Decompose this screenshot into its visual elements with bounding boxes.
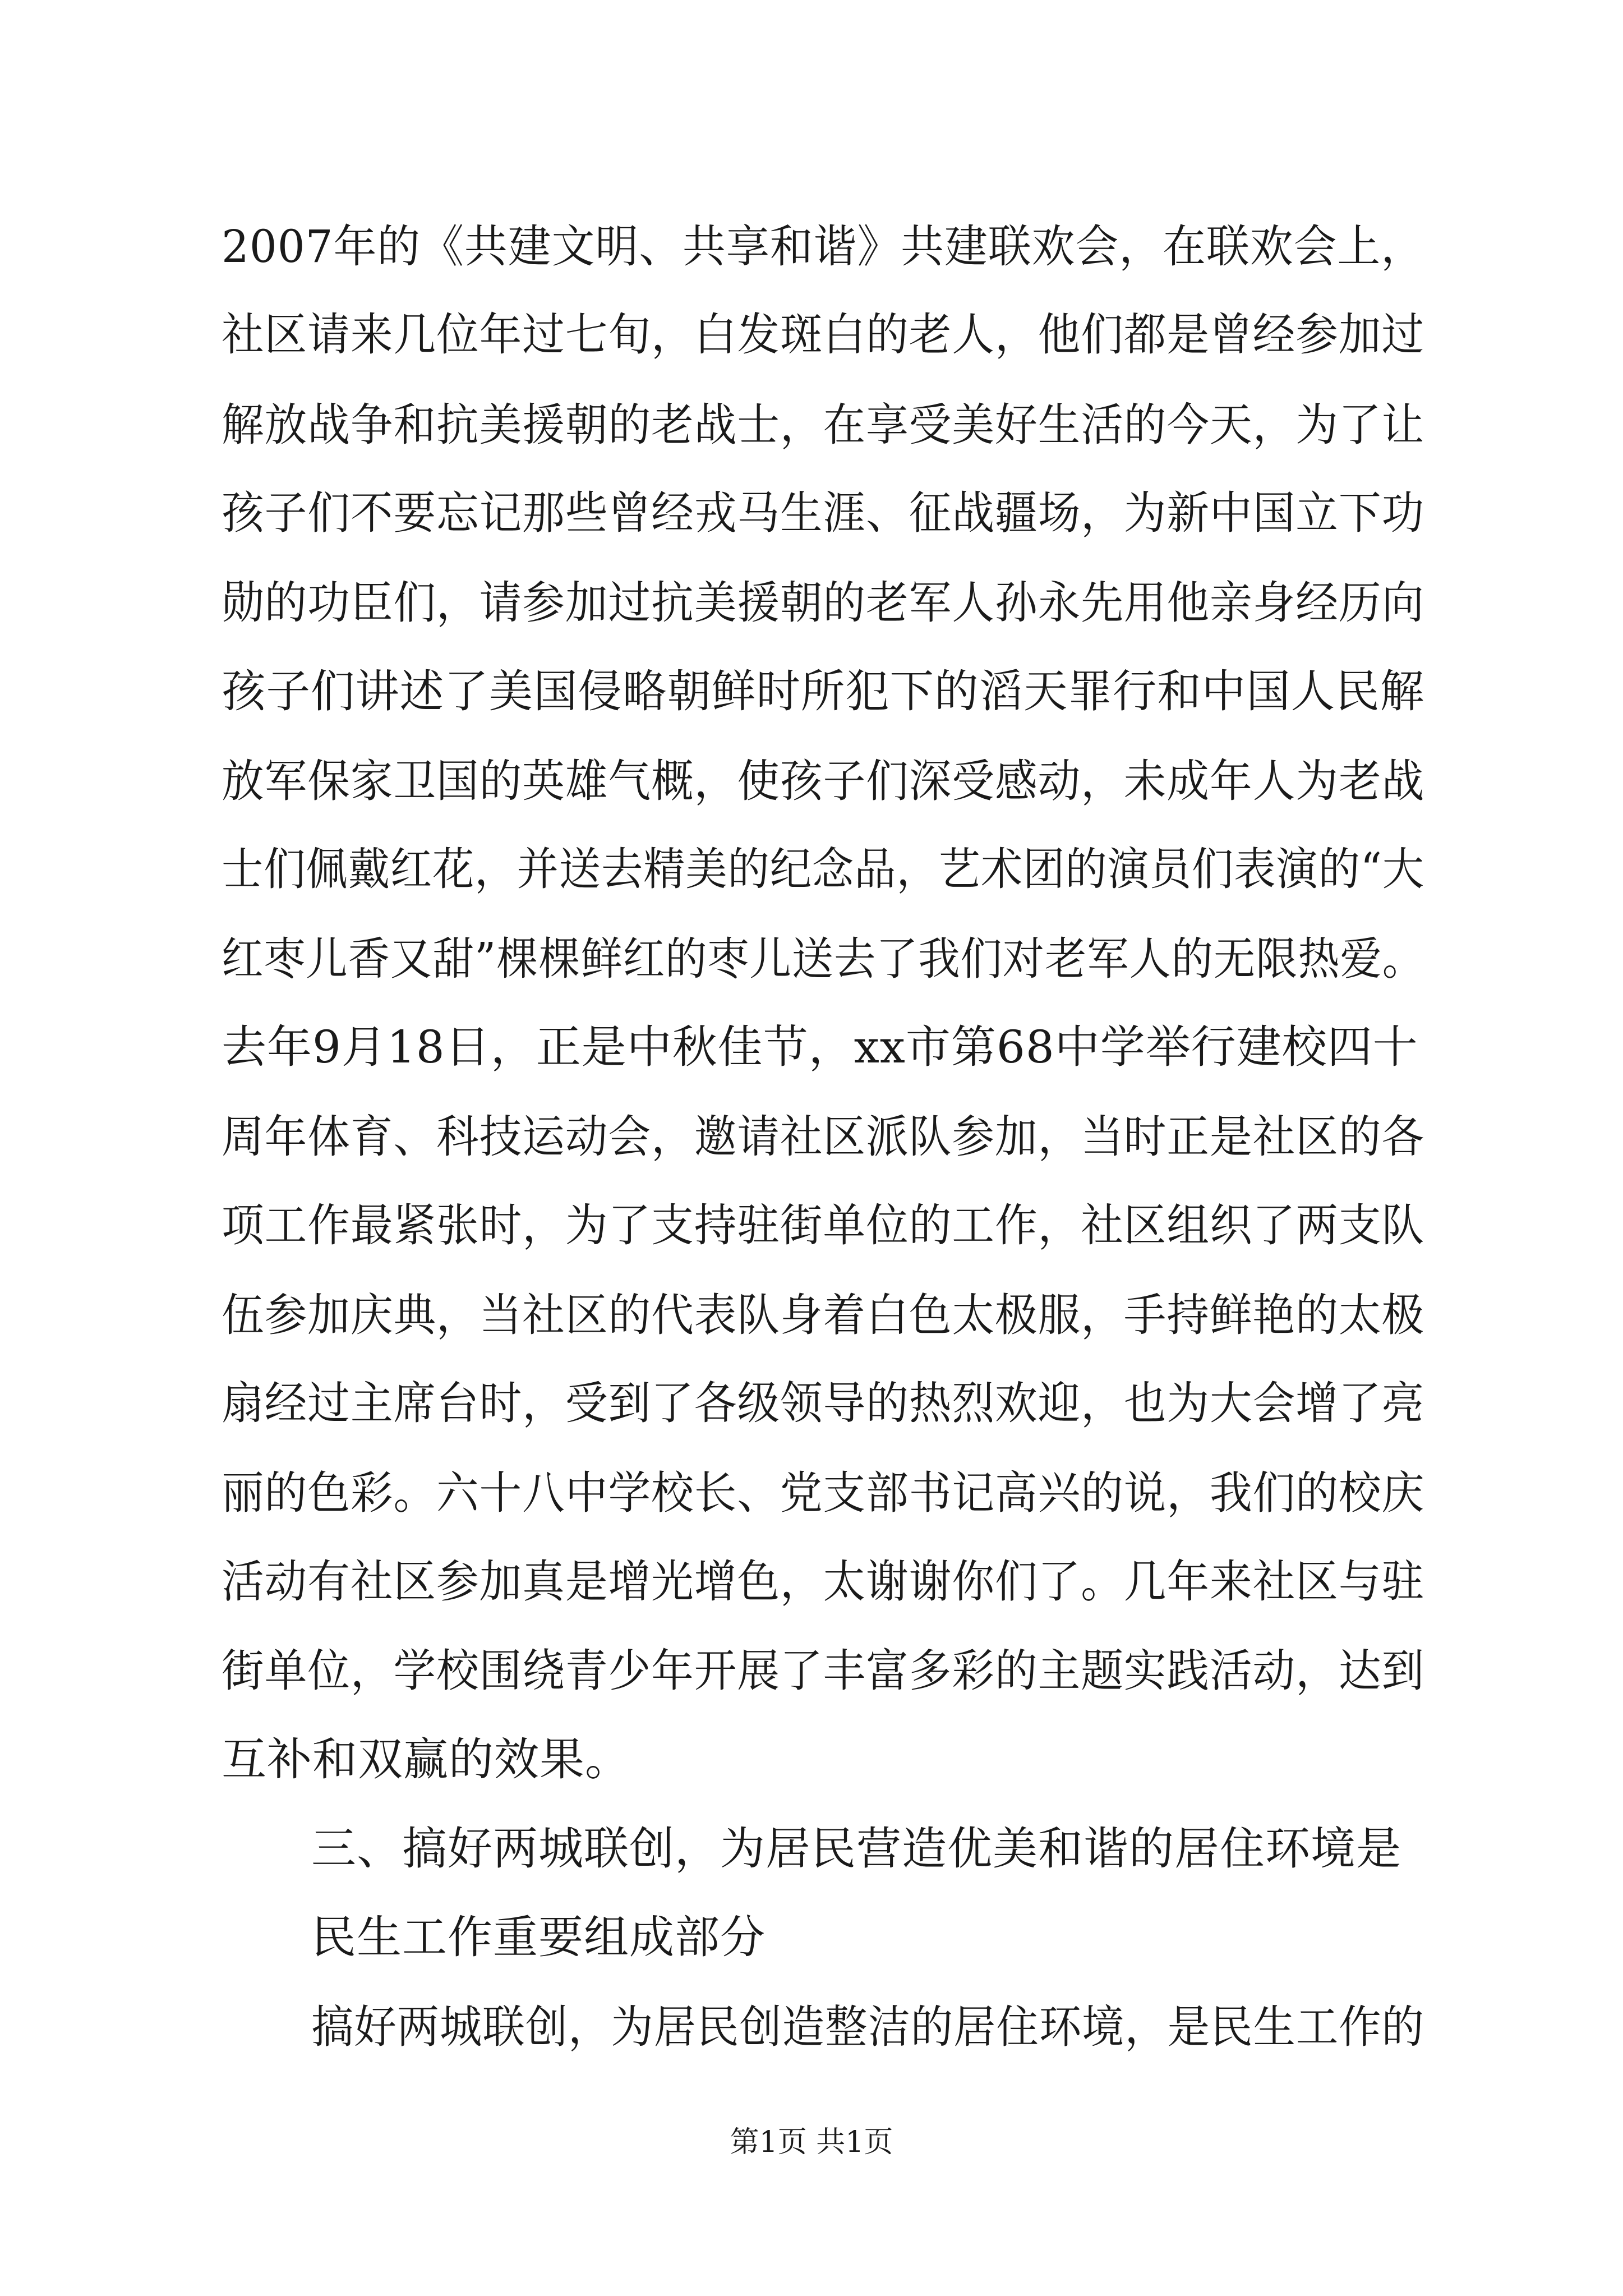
line-text: 孩子们讲述了美国侵略朝鲜时所犯下的滔天罪行和中国人民解	[222, 665, 1425, 717]
body-line-13	[0, 1285, 1623, 1346]
line-text: 社区请来几位年过七旬，白发斑白的老人，他们都是曾经参加过	[222, 309, 1425, 361]
line-text: 去年9月18日，正是中秋佳节，xx市第68中学举行建校四十	[222, 1021, 1418, 1073]
line-text: 勋的功臣们，请参加过抗美援朝的老军人孙永先用他亲身经历向	[222, 577, 1425, 629]
body-line-19	[0, 1996, 1623, 2058]
line-text: 2007年的《共建文明、共享和谐》共建联欢会，在联欢会上，	[222, 220, 1425, 273]
line-text: 街单位，学校围绕青少年开展了丰富多彩的主题实践活动，达到	[222, 1645, 1425, 1697]
line-text: 红枣儿香又甜”棵棵鲜红的枣儿送去了我们对老军人的无限热爱。	[222, 933, 1424, 985]
body-line-18	[0, 1729, 1623, 1791]
line-text: 放军保家卫国的英雄气概，使孩子们深受感动，未成年人为老战	[222, 755, 1425, 807]
line-text: 民生工作重要组成部分	[311, 1911, 766, 1963]
body-line-9	[0, 928, 1623, 990]
line-text: 伍参加庆典，当社区的代表队身着白色太极服，手持鲜艳的太极	[222, 1289, 1425, 1341]
body-line-16	[0, 1551, 1623, 1613]
line-text: 孩子们不要忘记那些曾经戎马生涯、征战疆场，为新中国立下功	[222, 487, 1425, 539]
body-line-11	[0, 1106, 1623, 1168]
line-text: 搞好两城联创，为居民创造整洁的居住环境，是民生工作的	[311, 2001, 1424, 2053]
page-footer: 第1页 共1页	[730, 2125, 893, 2159]
body-line-8	[0, 839, 1623, 900]
line-text: 丽的色彩。六十八中学校长、党支部书记高兴的说，我们的校庆	[222, 1467, 1425, 1519]
body-line-17	[0, 1640, 1623, 1702]
body-line-15	[0, 1462, 1623, 1524]
body-line-5	[0, 572, 1623, 634]
body-line-2	[0, 304, 1623, 366]
line-text: 解放战争和抗美援朝的老战士，在享受美好生活的今天，为了让	[222, 399, 1425, 451]
line-text: 项工作最紧张时，为了支持驻街单位的工作，社区组织了两支队	[222, 1199, 1425, 1251]
body-line-1	[0, 216, 1623, 278]
section-heading-line-2	[0, 1907, 1623, 1968]
body-line-6	[0, 661, 1623, 723]
line-text: 周年体育、科技运动会，邀请社区派队参加，当时正是社区的各	[222, 1111, 1425, 1163]
body-line-14	[0, 1373, 1623, 1434]
line-text: 扇经过主席台时，受到了各级领导的热烈欢迎，也为大会增了亮	[222, 1377, 1425, 1429]
section-heading-line-1	[0, 1818, 1623, 1880]
line-text: 活动有社区参加真是增光增色，太谢谢你们了。几年来社区与驻	[222, 1556, 1425, 1608]
body-line-7	[0, 751, 1623, 812]
body-line-12	[0, 1195, 1623, 1257]
body-line-3	[0, 394, 1623, 456]
body-line-4	[0, 482, 1623, 544]
line-text: 互补和双赢的效果。	[222, 1733, 630, 1786]
line-text: 士们佩戴红花，并送去精美的纪念品，艺术团的演员们表演的“大	[222, 843, 1424, 895]
body-line-10	[0, 1016, 1623, 1078]
line-text: 三、搞好两城联创，为居民营造优美和谐的居住环境是	[311, 1823, 1401, 1875]
